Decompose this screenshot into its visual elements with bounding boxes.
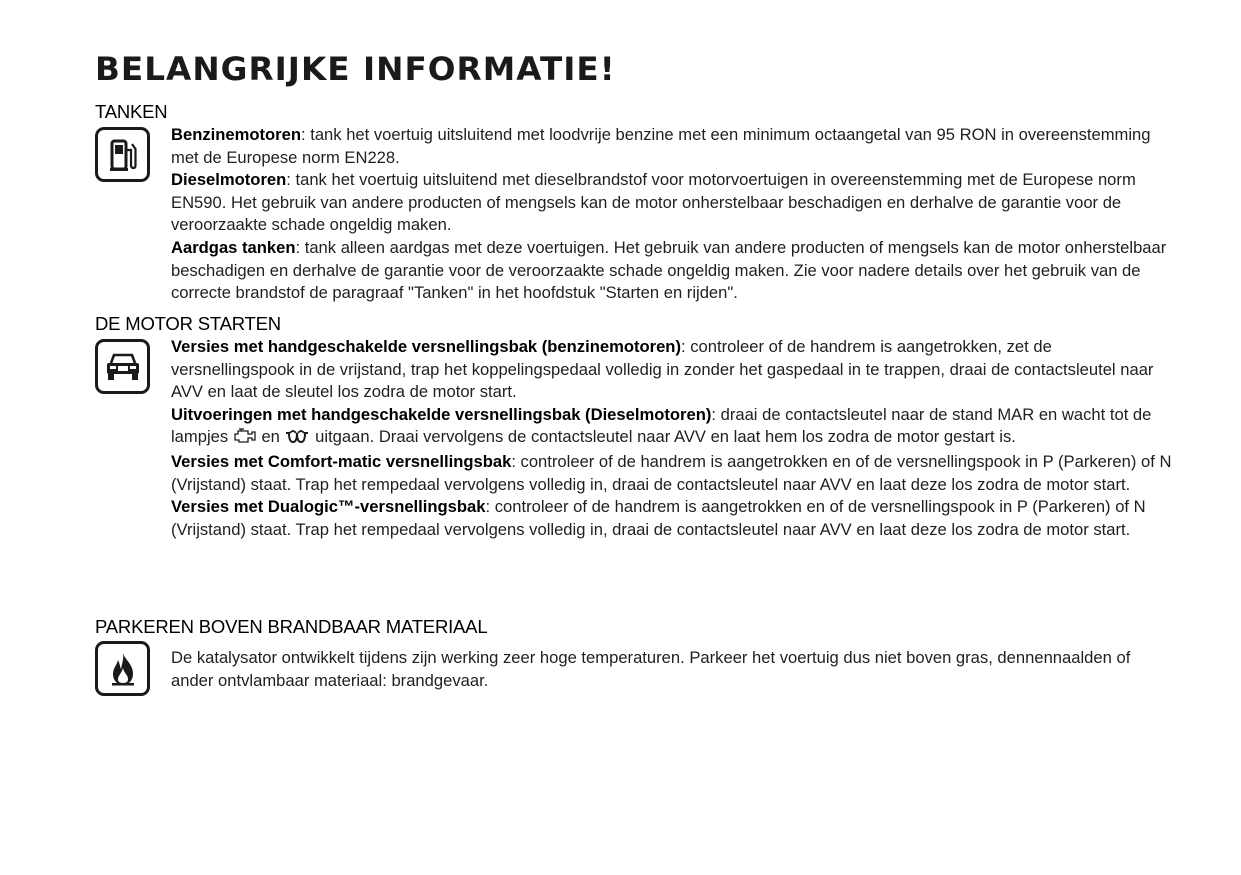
glow-plug-icon [285,428,311,451]
section-heading-tanken: TANKEN [95,101,168,122]
section-heading-motor: DE MOTOR STARTEN [95,313,281,334]
paragraph-handgeschakeld-benzine: Versies met handgeschakelde versnellingsbak (benzinemotoren): controleer of de handrem is aangetrokken, zet de versnellingspook in de vrijstand, trap het koppelingspedaal volledig in zonder het gaspedaal in te trappen, draai de contactsleutel naar AVV en laat de sleutel los zodra de motor start. [171,337,1154,402]
paragraph-handgeschakeld-diesel: Uitvoeringen met handgeschakelde versnellingsbak (Dieselmotoren): draai de contactsleutel naar de stand MAR en wacht tot de lampjes en uitgaan. Draai vervolgens de contactsleutel naar AVV en laat hem los zodra de motor gestart is. [171,404,1175,451]
car-front-icon [95,339,150,394]
section-motor-starten [95,313,1175,541]
paragraph-dualogic: Versies met Dualogic™-versnellingsbak: controleer of de handrem is aangetrokken en of de versnellingspook in P (Parkeren) of N (Vrijstand) staat. Trap het rempedaal vervolgens volledig in, draai de contactsleutel naar AVV en laat deze los zodra de motor start. [171,497,1146,539]
paragraph-benzinemotoren: Benzinemotoren: tank het voertuig uitsluitend met loodvrije benzine met een minimum octaangetal van 95 RON in overeenstemming met de Europese norm EN228. [171,125,1151,167]
paragraph-katalysator: De katalysator ontwikkelt tijdens zijn werking zeer hoge temperaturen. Parkeer het voertuig dus niet boven gras, dennennaalden of ander ontvlambaar materiaal: brandgevaar. [171,648,1131,690]
fuel-pump-icon [95,127,150,182]
section-heading-parkeren: PARKEREN BOVEN BRANDBAAR MATERIAAL [95,616,488,637]
flame-icon [95,641,150,696]
section-parkeren [95,616,1175,696]
page-title: BELANGRIJKE INFORMATIE! [95,50,616,88]
paragraph-comfort-matic: Versies met Comfort-matic versnellingsbak: controleer of de handrem is aangetrokken en of de versnellingspook in P (Parkeren) of N (Vrijstand) staat. Trap het rempedaal vervolgens volledig in, draai de contactsleutel naar AVV en laat deze los zodra de motor start. [171,451,1172,494]
paragraph-aardgas: Aardgas tanken: tank alleen aardgas met deze voertuigen. Het gebruik van andere producten of mengsels kan de motor onherstelbaar beschadigen en derhalve de garantie voor de veroorzaakte schade ongeldig maken. Zie voor nadere details over het gebruik van de correcte brandstof de paragraaf "Tanken" in het hoofdstuk "Starten en rijden". [171,237,1167,303]
section-tanken [95,101,1175,305]
paragraph-dieselmotoren: Dieselmotoren: tank het voertuig uitsluitend met dieselbrandstof voor motorvoertuigen in overeenstemming met de Europese norm EN590. Het gebruik van andere producten of mengsels kan de motor onherstelbaar beschadigen en derhalve de garantie voor de veroorzaakte schade ongeldig maken. [171,170,1136,235]
engine-warning-icon [233,428,257,451]
